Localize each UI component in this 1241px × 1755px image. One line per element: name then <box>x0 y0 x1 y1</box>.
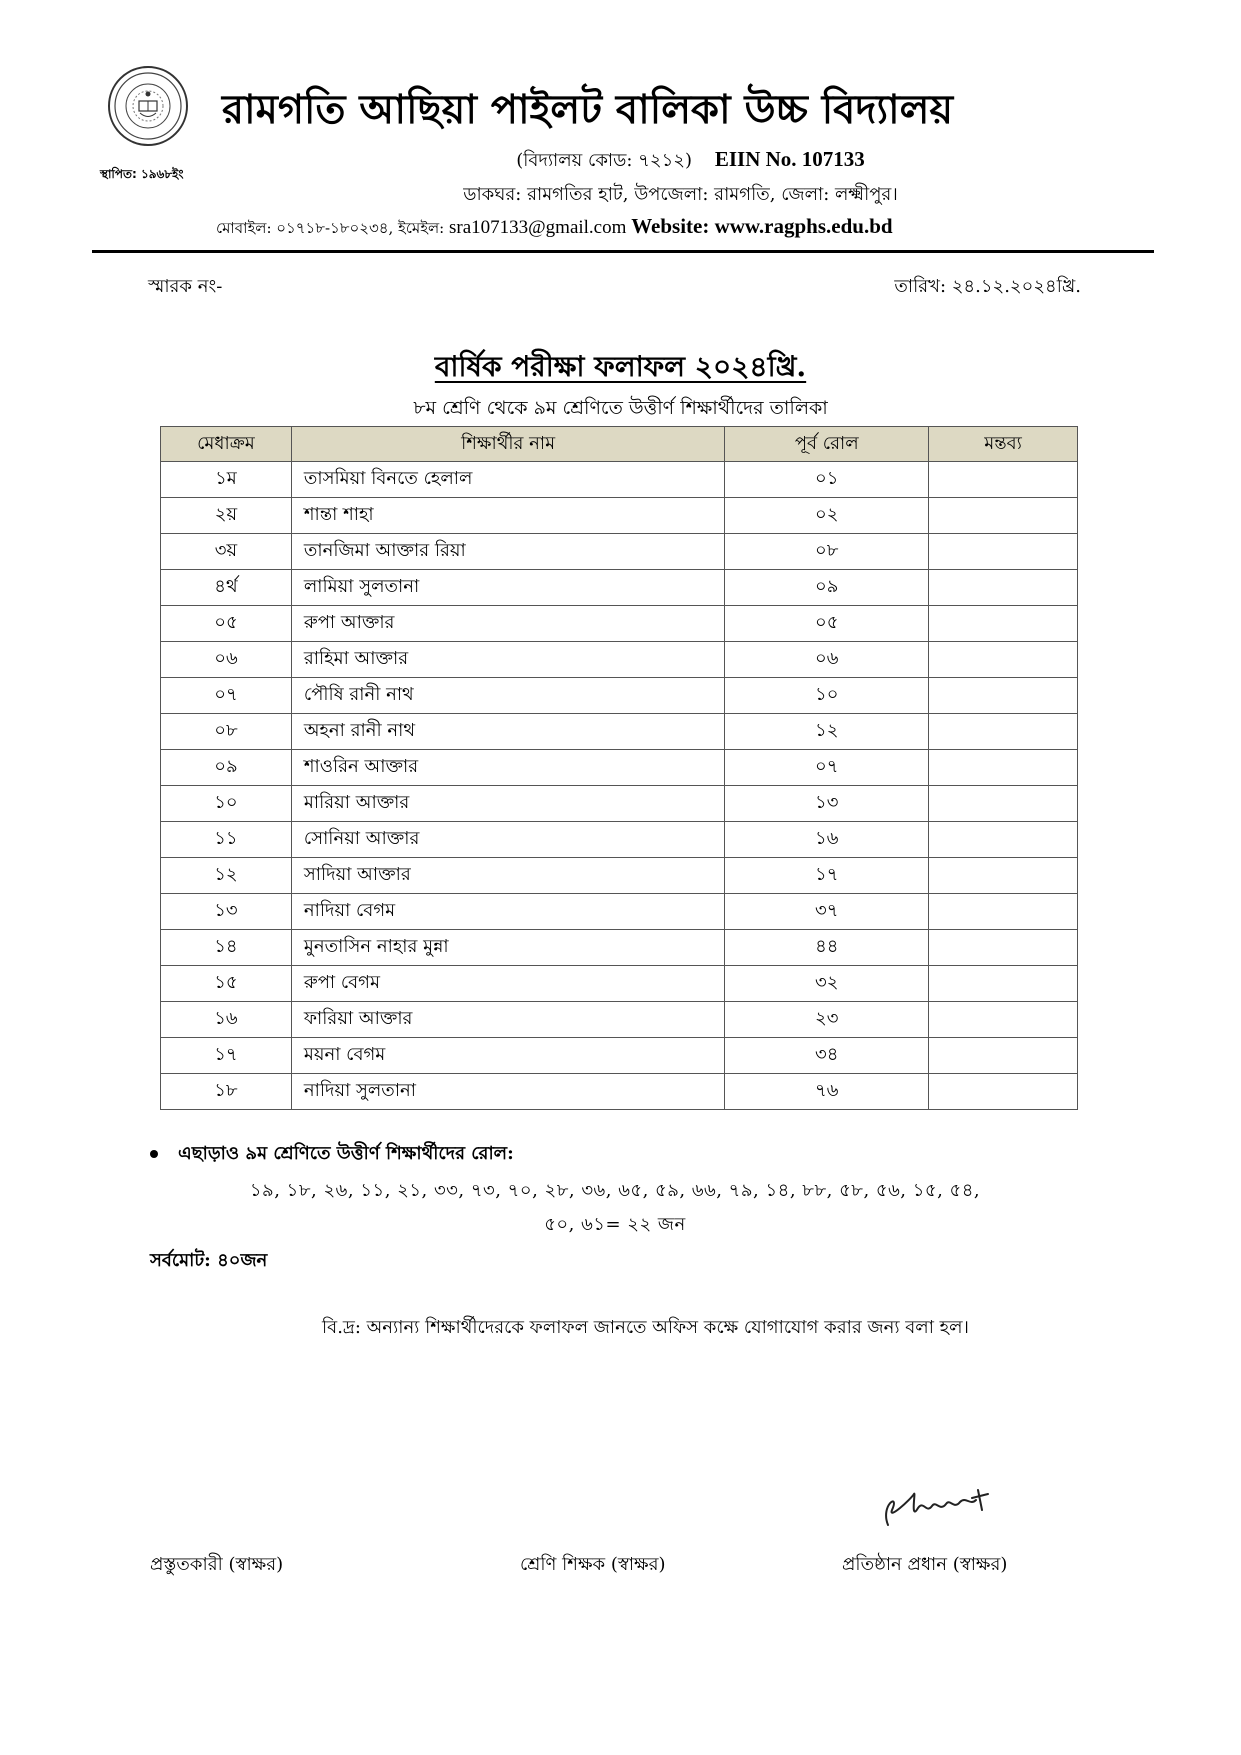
mobile-email-label: মোবাইল: ০১৭১৮-১৮০২৩৪, ইমেইল: <box>216 219 445 237</box>
rank-cell: ৩য় <box>161 534 292 570</box>
header-previous-roll: পূর্ব রোল <box>725 427 929 462</box>
eiin-number: EIIN No. 107133 <box>714 147 865 171</box>
roll-cell: ২৩ <box>725 1002 929 1038</box>
school-code: (বিদ্যালয় কোড: ৭২১২) <box>516 150 692 171</box>
roll-cell: ০৭ <box>725 750 929 786</box>
school-address: ডাকঘর: রামগতির হাট, উপজেলা: রামগতি, জেলা: লক্ষ্মীপুর। <box>463 184 898 205</box>
head-signature-label: প্রতিষ্ঠান প্রধান (স্বাক্ষর) <box>842 1554 1008 1575</box>
roll-cell: ৩৪ <box>725 1038 929 1074</box>
remark-cell <box>929 570 1078 606</box>
school-name: রামগতি আছিয়া পাইলট বালিকা উচ্চ বিদ্যালয় <box>222 86 954 133</box>
table-row <box>161 750 1078 786</box>
grand-total: সর্বমোট: ৪০জন <box>150 1250 268 1271</box>
remark-cell <box>929 858 1078 894</box>
table-row <box>161 570 1078 606</box>
rank-cell: ০৭ <box>161 678 292 714</box>
student-name-cell: সাদিয়া আক্তার <box>291 858 724 894</box>
additional-heading-text: এছাড়াও ৯ম শ্রেণিতে উত্তীর্ণ শিক্ষার্থীদের রোল: <box>178 1143 514 1164</box>
rank-cell: ১৫ <box>161 966 292 1002</box>
remark-cell <box>929 894 1078 930</box>
roll-cell: ১৩ <box>725 786 929 822</box>
school-code-line <box>0 146 1241 177</box>
student-name-cell: মারিয়া আক্তার <box>291 786 724 822</box>
header-remarks: মন্তব্য <box>929 427 1078 462</box>
table-row <box>161 1038 1078 1074</box>
remark-cell <box>929 822 1078 858</box>
remark-cell <box>929 498 1078 534</box>
remark-cell <box>929 966 1078 1002</box>
student-name-cell: নাদিয়া বেগম <box>291 894 724 930</box>
rank-cell: ০৬ <box>161 642 292 678</box>
roll-cell: ৩২ <box>725 966 929 1002</box>
student-name-cell: ময়না বেগম <box>291 1038 724 1074</box>
document-title <box>0 345 1241 392</box>
class-teacher-signature: শ্রেণি শিক্ষক (স্বাক্ষর) <box>520 1554 666 1575</box>
seal-emblem-icon <box>110 68 186 144</box>
table-row <box>161 966 1078 1002</box>
student-name-cell: নাদিয়া সুলতানা <box>291 1074 724 1110</box>
rank-cell: ০৫ <box>161 606 292 642</box>
email-address: sra107133@gmail.com <box>449 217 627 238</box>
student-name-cell: রাহিমা আক্তার <box>291 642 724 678</box>
contact-line <box>216 214 893 242</box>
header-student-name: শিক্ষার্থীর নাম <box>291 427 724 462</box>
document-title-text: বার্ষিক পরীক্ষা ফলাফল ২০২৪খ্রি. <box>434 350 807 383</box>
remark-cell <box>929 642 1078 678</box>
student-name-cell: মুনতাসিন নাহার মুন্না <box>291 930 724 966</box>
results-table <box>160 426 1078 1110</box>
results-body <box>161 462 1078 1110</box>
rank-cell: ২য় <box>161 498 292 534</box>
roll-cell: ০২ <box>725 498 929 534</box>
remark-cell <box>929 678 1078 714</box>
established-year: স্থাপিত: ১৯৬৮ইং <box>100 167 184 181</box>
roll-cell: ৭৬ <box>725 1074 929 1110</box>
rank-cell: ১৪ <box>161 930 292 966</box>
roll-cell: ১৭ <box>725 858 929 894</box>
rank-cell: ৪র্থ <box>161 570 292 606</box>
additional-rolls-line2: ৫০, ৬১= ২২ জন <box>544 1214 686 1235</box>
student-name-cell: রুপা আক্তার <box>291 606 724 642</box>
additional-rolls-line1: ১৯, ১৮, ২৬, ১১, ২১, ৩৩, ৭৩, ৭০, ২৮, ৩৬, ৬৫, ৫৯, ৬৬, ৭৯, ১৪, ৮৮, ৫৮, ৫৬, ১৫, ৫৪, <box>249 1180 981 1201</box>
rank-cell: ১৬ <box>161 1002 292 1038</box>
table-row <box>161 462 1078 498</box>
roll-cell: ০৫ <box>725 606 929 642</box>
roll-cell: ০৮ <box>725 534 929 570</box>
table-row <box>161 1074 1078 1110</box>
remark-cell <box>929 1038 1078 1074</box>
table-row <box>161 642 1078 678</box>
table-row <box>161 894 1078 930</box>
student-name-cell: তানজিমা আক্তার রিয়া <box>291 534 724 570</box>
student-name-cell: সোনিয়া আক্তার <box>291 822 724 858</box>
table-header-row <box>161 427 1078 462</box>
student-name-cell: লামিয়া সুলতানা <box>291 570 724 606</box>
table-row <box>161 858 1078 894</box>
website: Website: www.ragphs.edu.bd <box>631 214 893 238</box>
roll-cell: ০৯ <box>725 570 929 606</box>
student-name-cell: ফারিয়া আক্তার <box>291 1002 724 1038</box>
table-row <box>161 930 1078 966</box>
table-row <box>161 498 1078 534</box>
rank-cell: ১০ <box>161 786 292 822</box>
remark-cell <box>929 714 1078 750</box>
remark-cell <box>929 1074 1078 1110</box>
rank-cell: ১ম <box>161 462 292 498</box>
roll-cell: ১২ <box>725 714 929 750</box>
remark-cell <box>929 1002 1078 1038</box>
student-name-cell: রুপা বেগম <box>291 966 724 1002</box>
remark-cell <box>929 462 1078 498</box>
table-row <box>161 678 1078 714</box>
rank-cell: ০৮ <box>161 714 292 750</box>
remark-cell <box>929 750 1078 786</box>
roll-cell: ৪৪ <box>725 930 929 966</box>
table-row <box>161 1002 1078 1038</box>
table-row <box>161 534 1078 570</box>
additional-heading <box>150 1139 514 1170</box>
roll-cell: ০৬ <box>725 642 929 678</box>
student-name-cell: তাসমিয়া বিনতে হেলাল <box>291 462 724 498</box>
student-name-cell: পৌষি রানী নাথ <box>291 678 724 714</box>
student-name-cell: অহনা রানী নাথ <box>291 714 724 750</box>
memo-number: স্মারক নং- <box>148 276 223 297</box>
bullet-icon <box>150 1150 158 1158</box>
roll-cell: ১৬ <box>725 822 929 858</box>
rank-cell: ১৮ <box>161 1074 292 1110</box>
school-seal-logo <box>108 66 188 146</box>
document-subtitle: ৮ম শ্রেণি থেকে ৯ম শ্রেণিতে উত্তীর্ণ শিক্ষার্থীদের তালিকা <box>413 397 828 419</box>
footnote: বি.দ্র: অন্যান্য শিক্ষার্থীদেরকে ফলাফল জানতে অফিস কক্ষে যোগাযোগ করার জন্য বলা হল। <box>322 1317 969 1338</box>
remark-cell <box>929 930 1078 966</box>
prepared-by-signature: প্রস্তুতকারী (স্বাক্ষর) <box>150 1554 284 1575</box>
rank-cell: ১২ <box>161 858 292 894</box>
table-row <box>161 606 1078 642</box>
rank-cell: ১৭ <box>161 1038 292 1074</box>
roll-cell: ৩৭ <box>725 894 929 930</box>
header-rank: মেধাক্রম <box>161 427 292 462</box>
table-row <box>161 822 1078 858</box>
remark-cell <box>929 534 1078 570</box>
table-row <box>161 714 1078 750</box>
roll-cell: ০১ <box>725 462 929 498</box>
student-name-cell: শাওরিন আক্তার <box>291 750 724 786</box>
student-name-cell: শান্তা শাহা <box>291 498 724 534</box>
rank-cell: ০৯ <box>161 750 292 786</box>
remark-cell <box>929 786 1078 822</box>
header-divider <box>92 250 1154 253</box>
table-row <box>161 786 1078 822</box>
issue-date: তারিখ: ২৪.১২.২০২৪খ্রি. <box>894 276 1081 297</box>
additional-rolls <box>150 1174 1080 1242</box>
rank-cell: ১৩ <box>161 894 292 930</box>
head-signature <box>870 1470 1010 1540</box>
rank-cell: ১১ <box>161 822 292 858</box>
remark-cell <box>929 606 1078 642</box>
roll-cell: ১০ <box>725 678 929 714</box>
